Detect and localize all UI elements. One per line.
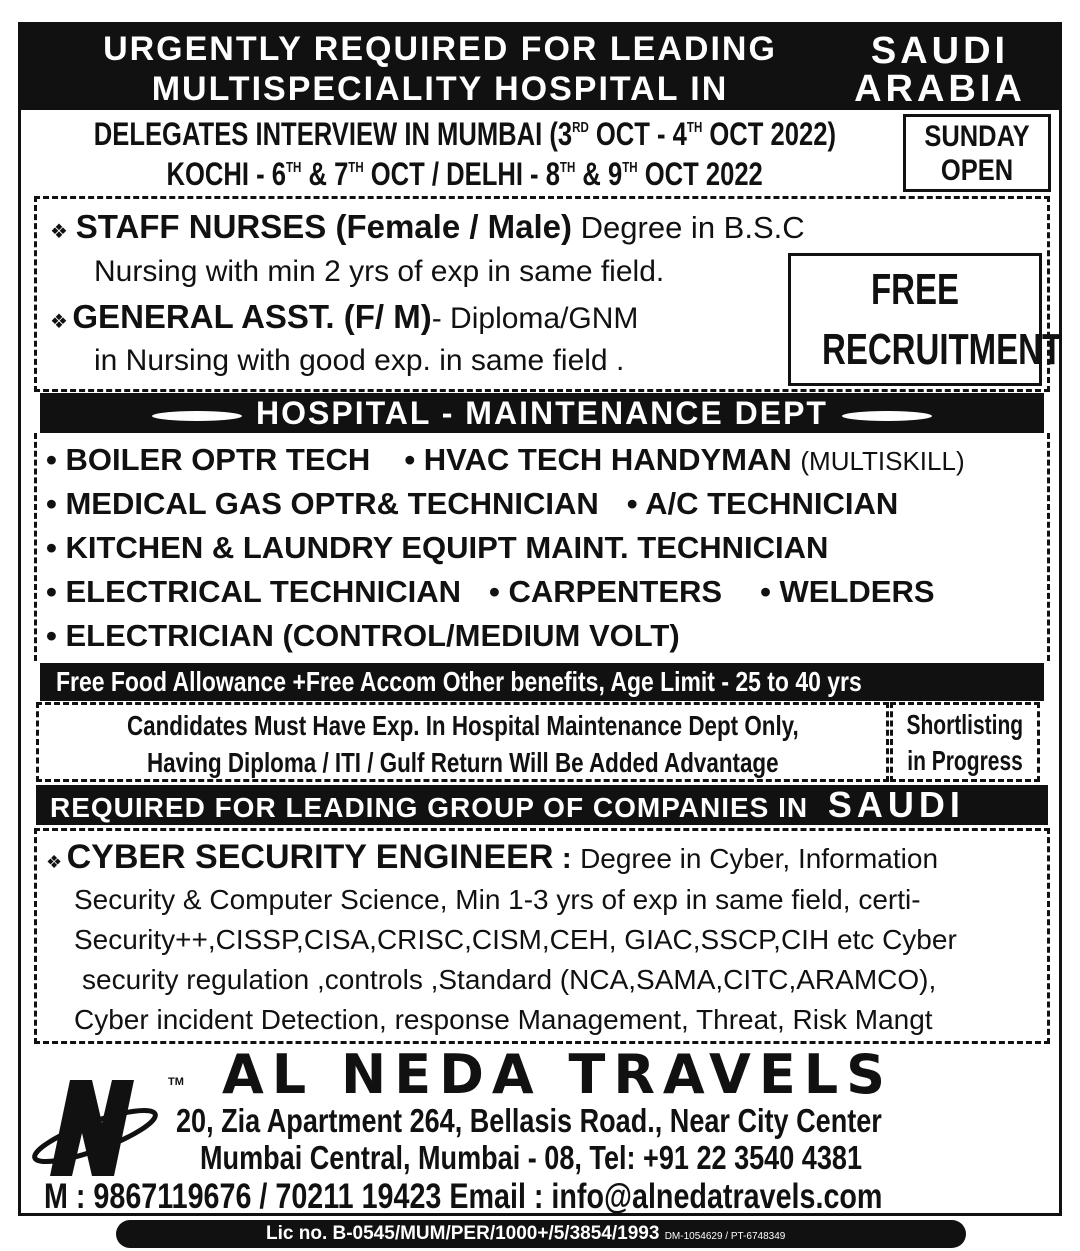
maintenance-row: • ELECTRICAL TECHNICIAN • CARPENTERS • WELDERS (46, 574, 935, 609)
address-line2: Mumbai Central, Mumbai - 08, Tel: +91 22 3540 4381 (200, 1139, 862, 1176)
header-line1: URGENTLY REQUIRED FOR LEADING (103, 30, 777, 68)
license-bar: Lic no. B-0545/MUM/PER/1000+/5/3854/1993 DM-1054629 / PT-6748349 (116, 1220, 966, 1248)
header-country2: ARABIA (854, 68, 1026, 110)
cyber-desc-line: Cyber incident Detection, response Management, Threat, Risk Mangt (74, 1004, 933, 1035)
interview-line2: KOCHI - 6TH & 7TH OCT / DELHI - 8TH & 9TH OCT 2022 (166, 156, 764, 192)
cyber-desc-line: Security & Computer Science, Min 1-3 yrs of exp in same field, certi- (74, 884, 921, 915)
maintenance-row: • BOILER OPTR TECH • HVAC TECH HANDYMAN (MULTISKILL) (46, 442, 965, 477)
company-name: AL NEDA TRAVELS (222, 1043, 894, 1106)
header-country1: SAUDI (870, 30, 1010, 72)
group-title-bar: REQUIRED FOR LEADING GROUP OF COMPANIES IN SAUDI (36, 785, 1048, 825)
shortlisting-badge: Shortlisting in Progress (890, 702, 1040, 782)
job-general-asst-desc: in Nursing with good exp. in same field . (94, 344, 625, 377)
job-staff-nurses-desc: Nursing with min 2 yrs of exp in same field. (94, 255, 665, 288)
cyber-desc-line: security regulation ,controls ,Standard (NCA,SAMA,CITC,ARAMCO), (82, 964, 937, 995)
interview-line1: DELEGATES INTERVIEW IN MUMBAI (3RD OCT - 4TH OCT 2022) (93, 116, 837, 152)
header-line2: MULTISPECIALITY HOSPITAL IN (151, 70, 729, 108)
header-band (20, 24, 1060, 110)
job-general-asst: ❖ GENERAL ASST. (F/ M)- Diploma/GNM (50, 298, 639, 335)
job-cyber-security: ❖ CYBER SECURITY ENGINEER : Degree in Cyber, Information (46, 838, 939, 876)
benefits-bar: Free Food Allowance +Free Accom Other benefits, Age Limit - 25 to 40 yrs (40, 663, 1044, 701)
candidates-note: Candidates Must Have Exp. In Hospital Maintenance Dept Only, Having Diploma / ITI / Gulf Return Will Be Added Advantage (36, 702, 889, 782)
al-neda-logo-icon (30, 1078, 160, 1178)
maintenance-title: HOSPITAL - MAINTENANCE DEPT (40, 393, 1044, 433)
sunday-open-badge: SUNDAY OPEN (903, 114, 1051, 192)
free-recruitment-badge: FREE RECRUITMENT (788, 253, 1042, 386)
maintenance-row: • MEDICAL GAS OPTR& TECHNICIAN • A/C TECHNICIAN (46, 486, 899, 521)
maintenance-row: • ELECTRICIAN (CONTROL/MEDIUM VOLT) (46, 618, 680, 653)
address-line1: 20, Zia Apartment 264, Bellasis Road., Near City Center (176, 1102, 882, 1139)
wave-right-icon (842, 411, 932, 421)
maintenance-row: • KITCHEN & LAUNDRY EQUIPT MAINT. TECHNICIAN (46, 530, 829, 565)
wave-left-icon (152, 411, 242, 421)
cyber-desc-line: Security++,CISSP,CISA,CRISC,CISM,CEH, GIAC,SSCP,CIH etc Cyber (74, 924, 957, 955)
job-staff-nurses: ❖ STAFF NURSES (Female / Male) Degree in B.S.C (50, 208, 805, 245)
trademark: TM (168, 1076, 184, 1088)
contact-line: M : 9867119676 / 70211 19423 Email : info@alnedatravels.com (44, 1177, 883, 1216)
